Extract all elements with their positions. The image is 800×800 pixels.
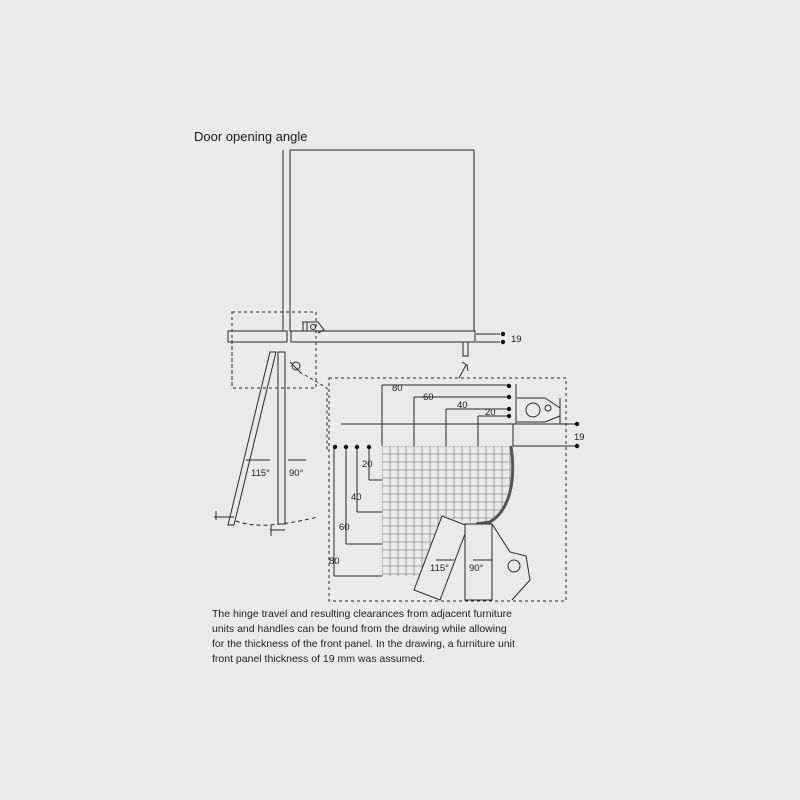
dim-h40: 40 [457, 400, 468, 411]
dim-19-top: 19 [511, 334, 522, 345]
dim-h20: 20 [485, 407, 496, 418]
door-open-90 [278, 352, 285, 524]
dim-v60: 60 [339, 522, 350, 533]
angle-115-small: 115° [251, 468, 270, 479]
door-swing-curve [476, 446, 513, 524]
angle-90-small: 90° [289, 468, 304, 479]
caption-line: units and handles can be found from the drawing while allowing [212, 623, 507, 635]
dim-v40: 40 [351, 492, 362, 503]
caption-line: for the thickness of the front panel. In the drawing, a furniture unit [212, 638, 515, 650]
angle-90-detail: 90° [469, 563, 484, 574]
dim-v20: 20 [362, 459, 373, 470]
caption [212, 607, 532, 667]
dimension-dots [333, 332, 579, 449]
door-detail-90 [465, 524, 492, 600]
dim-h80: 80 [392, 383, 403, 394]
diagram-title: Door opening angle [194, 129, 308, 144]
hinge-detail [517, 398, 560, 422]
caption-line: The hinge travel and resulting clearances from adjacent furniture [212, 608, 512, 620]
door-open-115 [228, 352, 276, 525]
caption-line: front panel thickness of 19 mm was assumed. [212, 653, 426, 665]
cabinet-body [290, 150, 474, 331]
dim-19-detail: 19 [574, 432, 585, 443]
angle-115-detail: 115° [430, 563, 449, 574]
adjacent-front-panel [228, 331, 287, 342]
dim-h60: 60 [423, 392, 434, 403]
dim-v80: 80 [329, 556, 340, 567]
